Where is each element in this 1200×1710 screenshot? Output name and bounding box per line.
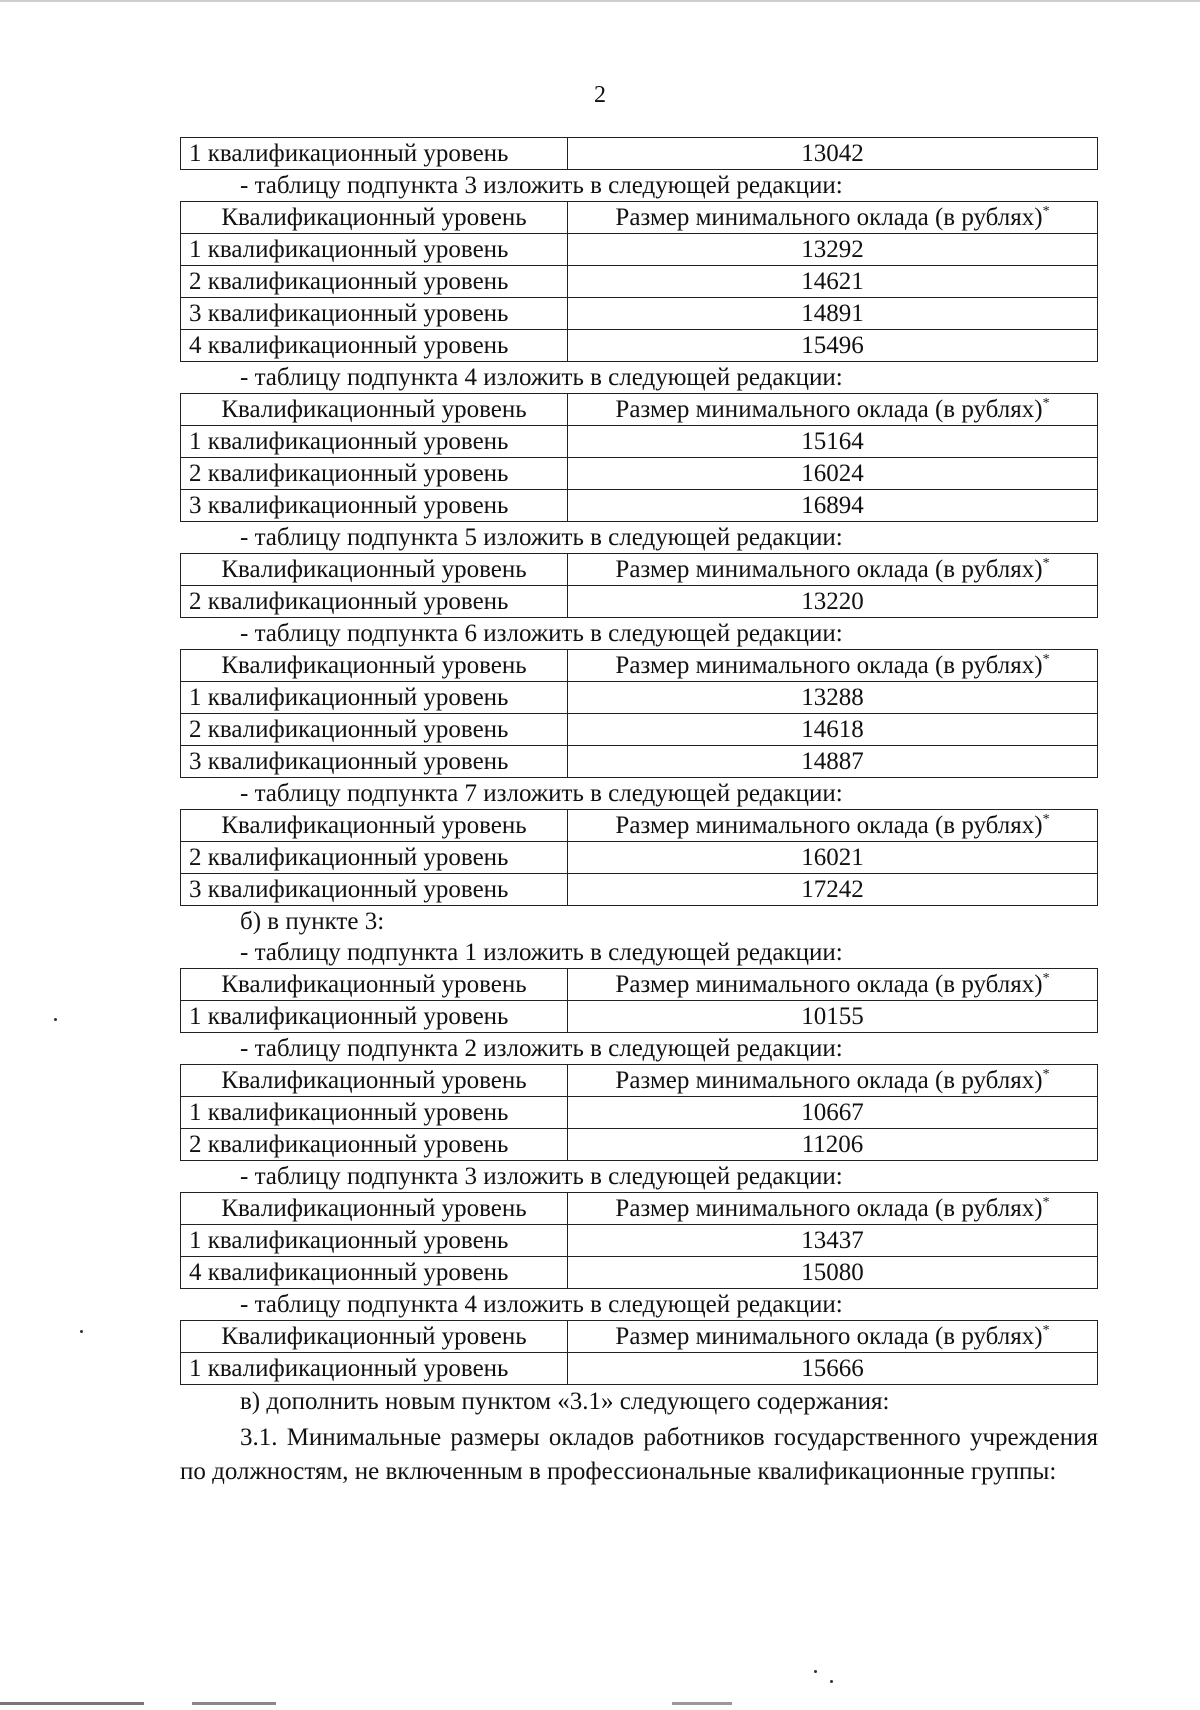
level-header: Квалификационный уровень — [181, 1193, 568, 1225]
section-b-blocks — [180, 937, 1100, 1385]
level-cell: 1 квалификационный уровень — [181, 1097, 568, 1129]
table-row — [181, 1353, 1098, 1385]
salary-cell: 13220 — [568, 586, 1098, 618]
table-row — [181, 874, 1098, 906]
salary-cell: 16894 — [568, 490, 1098, 522]
table-header-row — [181, 1065, 1098, 1097]
table-row — [181, 1097, 1098, 1129]
salary-header-text: Размер минимального оклада (в рублях) — [615, 555, 1043, 583]
table-row — [181, 1257, 1098, 1289]
section-c-paragraph: 3.1. Минимальные размеры окладов работников государственного учреждения по должностям, не включенным в профессиональные квалификационные группы: — [180, 1424, 1098, 1485]
salary-table — [180, 1192, 1098, 1289]
section-a-blocks — [180, 170, 1100, 906]
salary-cell: 14887 — [568, 746, 1098, 778]
level-cell: 2 квалификационный уровень — [181, 586, 568, 618]
salary-header — [568, 394, 1098, 426]
level-cell: 2 квалификационный уровень — [181, 842, 568, 874]
table-header-row — [181, 810, 1098, 842]
salary-header — [568, 650, 1098, 682]
table-row — [181, 458, 1098, 490]
footnote-mark: * — [1042, 1194, 1050, 1210]
table-intro: - таблицу подпункта 4 изложить в следующей редакции: — [240, 1291, 843, 1318]
salary-header-text: Размер минимального оклада (в рублях) — [615, 395, 1043, 423]
salary-header — [568, 1193, 1098, 1225]
level-cell: 2 квалификационный уровень — [181, 458, 568, 490]
table-row — [181, 1129, 1098, 1161]
salary-header-text: Размер минимального оклада (в рублях) — [615, 1194, 1043, 1222]
table-intro: - таблицу подпункта 3 изложить в следующей редакции: — [240, 172, 843, 199]
table-row — [181, 266, 1098, 298]
table-row — [181, 1225, 1098, 1257]
section-c-title: в) дополнить новым пунктом «3.1» следующего содержания: — [240, 1388, 890, 1415]
scan-speck — [54, 1018, 57, 1021]
table-intro: - таблицу подпункта 3 изложить в следующей редакции: — [240, 1163, 843, 1190]
scan-speck — [80, 1330, 83, 1333]
salary-header — [568, 810, 1098, 842]
salary-header-text: Размер минимального оклада (в рублях) — [615, 970, 1043, 998]
salary-cell: 11206 — [568, 1129, 1098, 1161]
table-header-row — [181, 394, 1098, 426]
scan-speck — [814, 1670, 817, 1673]
level-header: Квалификационный уровень — [181, 1321, 568, 1353]
level-cell: 4 квалификационный уровень — [181, 1257, 568, 1289]
salary-cell: 15666 — [568, 1353, 1098, 1385]
footnote-mark: * — [1042, 395, 1050, 411]
salary-cell: 16024 — [568, 458, 1098, 490]
salary-cell: 15164 — [568, 426, 1098, 458]
level-header: Квалификационный уровень — [181, 650, 568, 682]
salary-header-text: Размер минимального оклада (в рублях) — [615, 203, 1043, 231]
level-header: Квалификационный уровень — [181, 202, 568, 234]
continuation-table — [180, 137, 1098, 170]
table-header-row — [181, 202, 1098, 234]
footnote-mark: * — [1042, 203, 1050, 219]
level-cell: 1 квалификационный уровень — [181, 1353, 568, 1385]
table-row — [181, 1001, 1098, 1033]
table-row — [181, 490, 1098, 522]
table-row — [181, 234, 1098, 266]
table-intro: - таблицу подпункта 4 изложить в следующей редакции: — [240, 364, 843, 391]
table-row — [181, 842, 1098, 874]
page-number: 2 — [594, 82, 606, 108]
level-cell: 1 квалификационный уровень — [181, 138, 568, 170]
footnote-mark: * — [1042, 651, 1050, 667]
table-row — [181, 682, 1098, 714]
level-cell: 1 квалификационный уровень — [181, 1001, 568, 1033]
level-header: Квалификационный уровень — [181, 810, 568, 842]
salary-header — [568, 969, 1098, 1001]
scan-edge-bottom — [0, 1702, 1200, 1705]
salary-cell: 17242 — [568, 874, 1098, 906]
table-intro: - таблицу подпункта 5 изложить в следующей редакции: — [240, 524, 843, 551]
section-b-title: б) в пункте 3: — [240, 908, 385, 935]
salary-header — [568, 1065, 1098, 1097]
salary-header-text: Размер минимального оклада (в рублях) — [615, 1066, 1043, 1094]
document-content — [180, 137, 1100, 1489]
salary-cell: 13042 — [568, 138, 1098, 170]
salary-header — [568, 202, 1098, 234]
level-cell: 1 квалификационный уровень — [181, 682, 568, 714]
level-header: Квалификационный уровень — [181, 394, 568, 426]
level-cell: 1 квалификационный уровень — [181, 234, 568, 266]
footnote-mark: * — [1042, 1066, 1050, 1082]
salary-table — [180, 1320, 1098, 1385]
table-row — [181, 298, 1098, 330]
table-header-row — [181, 1193, 1098, 1225]
table-row — [181, 330, 1098, 362]
table-intro: - таблицу подпункта 2 изложить в следующей редакции: — [240, 1035, 843, 1062]
level-cell: 2 квалификационный уровень — [181, 266, 568, 298]
table-row — [181, 586, 1098, 618]
footnote-mark: * — [1042, 970, 1050, 986]
level-cell: 2 квалификационный уровень — [181, 714, 568, 746]
level-cell: 1 квалификационный уровень — [181, 1225, 568, 1257]
salary-table — [180, 809, 1098, 906]
table-header-row — [181, 554, 1098, 586]
footnote-mark: * — [1042, 1322, 1050, 1338]
salary-header-text: Размер минимального оклада (в рублях) — [615, 1322, 1043, 1350]
table-intro: - таблицу подпункта 7 изложить в следующей редакции: — [240, 780, 843, 807]
scan-speck — [830, 1680, 833, 1683]
salary-cell: 14618 — [568, 714, 1098, 746]
table-intro: - таблицу подпункта 1 изложить в следующей редакции: — [240, 939, 843, 966]
table-header-row — [181, 650, 1098, 682]
salary-table — [180, 553, 1098, 618]
salary-cell: 14891 — [568, 298, 1098, 330]
level-cell: 2 квалификационный уровень — [181, 1129, 568, 1161]
salary-cell: 16021 — [568, 842, 1098, 874]
salary-table — [180, 393, 1098, 522]
salary-cell: 15080 — [568, 1257, 1098, 1289]
level-header: Квалификационный уровень — [181, 554, 568, 586]
level-header: Квалификационный уровень — [181, 969, 568, 1001]
footnote-mark: * — [1042, 811, 1050, 827]
footnote-mark: * — [1042, 555, 1050, 571]
table-row — [181, 746, 1098, 778]
level-cell: 3 квалификационный уровень — [181, 874, 568, 906]
salary-cell: 10155 — [568, 1001, 1098, 1033]
salary-table — [180, 1064, 1098, 1161]
table-intro: - таблицу подпункта 6 изложить в следующей редакции: — [240, 620, 843, 647]
level-header: Квалификационный уровень — [181, 1065, 568, 1097]
salary-header — [568, 1321, 1098, 1353]
level-cell: 3 квалификационный уровень — [181, 490, 568, 522]
salary-cell: 10667 — [568, 1097, 1098, 1129]
salary-cell: 14621 — [568, 266, 1098, 298]
table-row — [181, 426, 1098, 458]
salary-table — [180, 649, 1098, 778]
scan-edge-top — [0, 0, 1200, 2]
salary-cell: 13292 — [568, 234, 1098, 266]
salary-table — [180, 968, 1098, 1033]
salary-cell: 13288 — [568, 682, 1098, 714]
salary-cell: 13437 — [568, 1225, 1098, 1257]
salary-cell: 15496 — [568, 330, 1098, 362]
salary-header — [568, 554, 1098, 586]
table-header-row — [181, 1321, 1098, 1353]
level-cell: 4 квалификационный уровень — [181, 330, 568, 362]
salary-header-text: Размер минимального оклада (в рублях) — [615, 811, 1043, 839]
salary-table — [180, 201, 1098, 362]
salary-header-text: Размер минимального оклада (в рублях) — [615, 651, 1043, 679]
level-cell: 3 квалификационный уровень — [181, 746, 568, 778]
table-row — [181, 138, 1098, 170]
level-cell: 1 квалификационный уровень — [181, 426, 568, 458]
table-row — [181, 714, 1098, 746]
table-header-row — [181, 969, 1098, 1001]
level-cell: 3 квалификационный уровень — [181, 298, 568, 330]
